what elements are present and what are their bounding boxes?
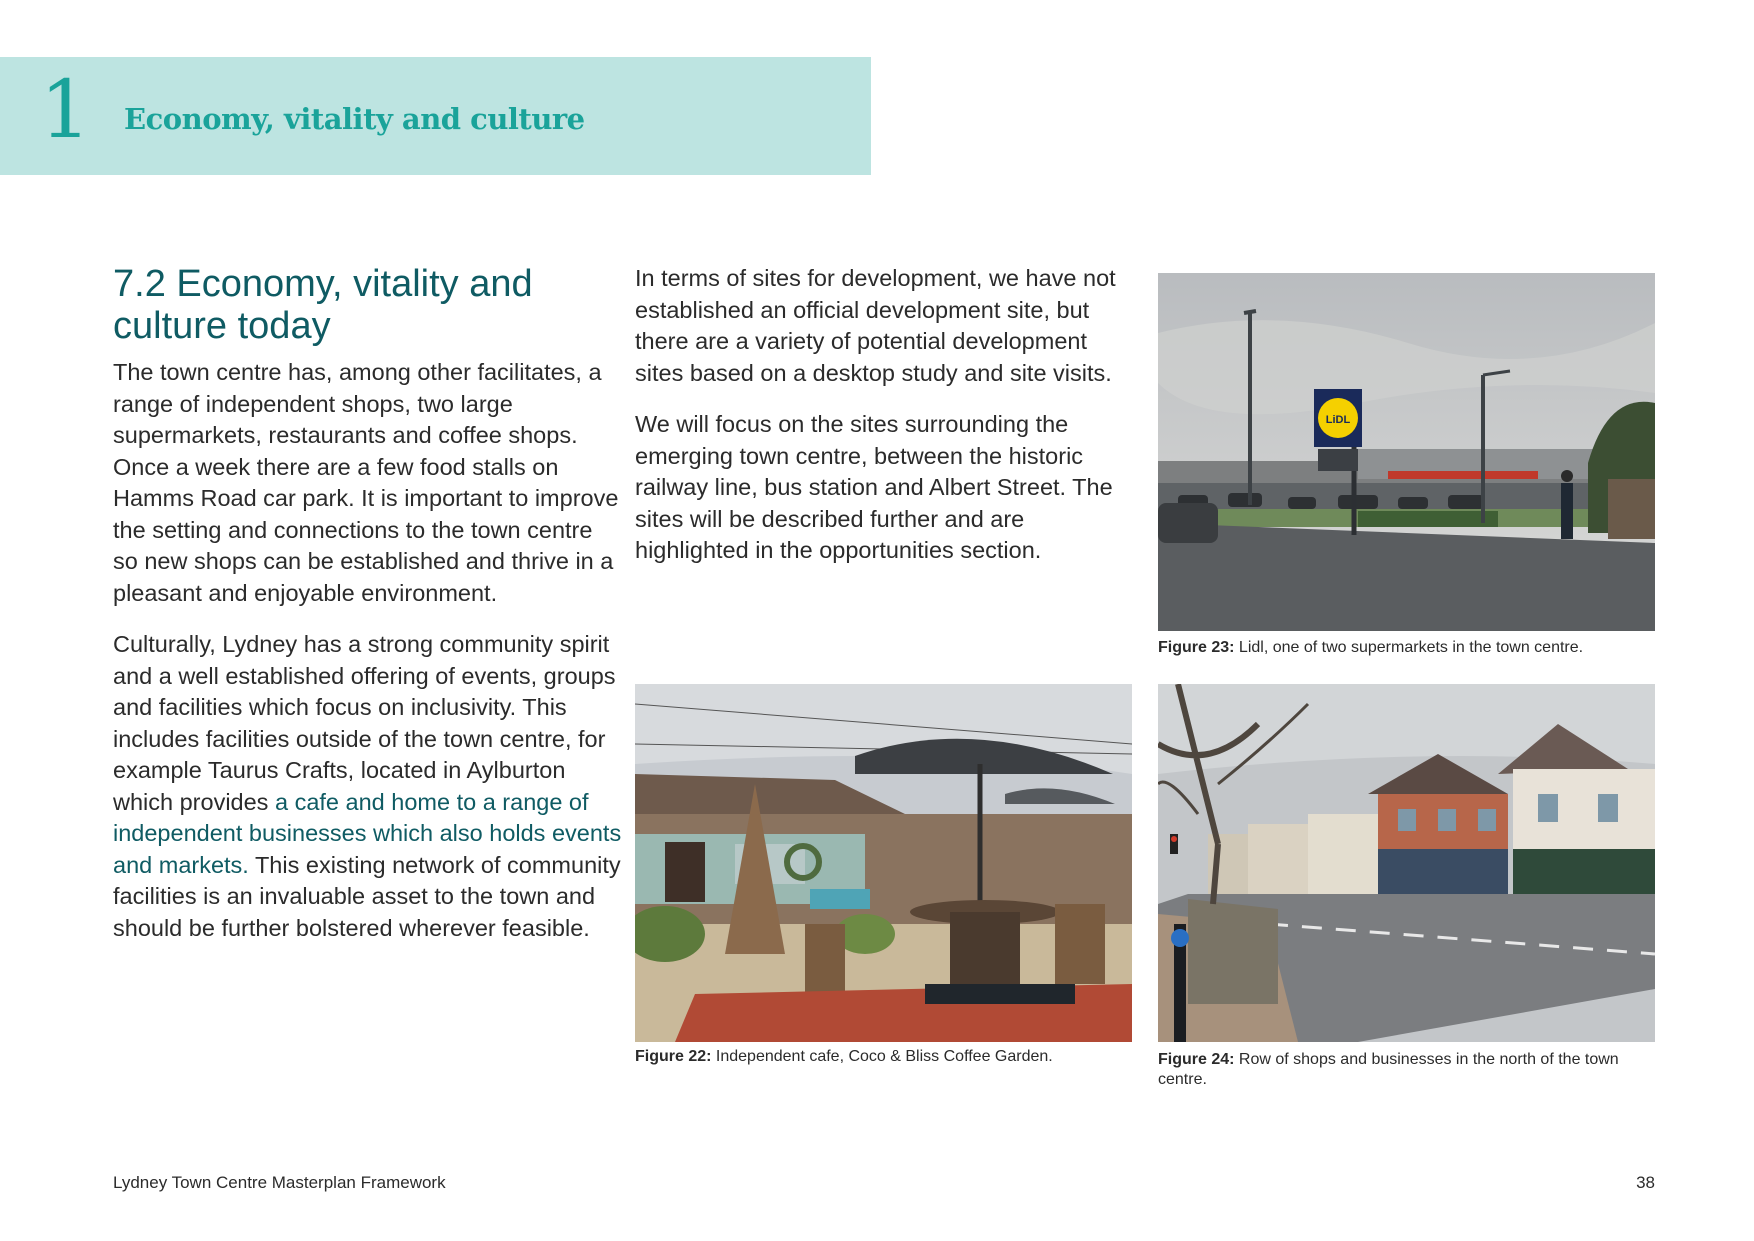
- shops-row-image: [1158, 684, 1655, 1042]
- svg-text:LiDL: LiDL: [1325, 414, 1351, 426]
- page-number: 38: [1636, 1173, 1655, 1192]
- footer-document-title: Lydney Town Centre Masterplan Framework: [113, 1173, 446, 1192]
- lidl-supermarket-image: [1158, 273, 1655, 631]
- paragraph-culture-text: Culturally, Lydney has a strong community spirit and a well established offering of events, groups and facilities which focus on inclusivity. This includes facilities outside of the town centre, for example Taurus Crafts, located in Aylburton which provides: [113, 631, 616, 815]
- paragraph-culture: [113, 629, 623, 944]
- coffee-garden-image: [635, 684, 1132, 1042]
- figure-22-photo: [635, 684, 1132, 1042]
- figure-24-caption: Figure 24: Row of shops and businesses in the north of the town centre.: [1158, 1051, 1619, 1088]
- figure-23-photo: [1158, 273, 1655, 631]
- taurus-crafts-link[interactable]: a cafe and home to a range of independent businesses which also holds events and markets.: [113, 788, 622, 878]
- figure-23-caption: Figure 23: Lidl, one of two supermarkets in the town centre.: [1158, 639, 1584, 656]
- figure-22-caption: Figure 22: Independent cafe, Coco & Bliss Coffee Garden.: [635, 1048, 1053, 1065]
- left-text-column: [113, 263, 623, 964]
- middle-text-column: [635, 263, 1135, 587]
- section-heading: 7.2 Economy, vitality and culture today: [113, 263, 533, 347]
- paragraph-focus-sites: We will focus on the sites surrounding the emerging town centre, between the historic railway line, bus station and Albert Street. The sites will be described further and are highlighted in the opportunities section.: [635, 411, 1113, 563]
- paragraph-town-centre: The town centre has, among other facilitates, a range of independent shops, two large supermarkets, restaurants and coffee shops. Once a week there are a few food stalls on Hamms Road car park. It is important to improve the setting and connections to the town centre so new shops can be established and thrive in a pleasant and enjoyable environment.: [113, 359, 619, 606]
- chapter-number: 1: [40, 63, 91, 156]
- paragraph-culture-text-end: This existing network of community facilities is an invaluable asset to the town and should be further bolstered wherever feasible.: [113, 851, 621, 941]
- chapter-title: Economy, vitality and culture: [124, 102, 585, 136]
- figure-24-photo: [1158, 684, 1655, 1042]
- paragraph-development-sites: In terms of sites for development, we have not established an official development site, but there are a variety of potential development sites based on a desktop study and site visits.: [635, 265, 1116, 386]
- cycle-route-sign-icon: [1171, 929, 1189, 947]
